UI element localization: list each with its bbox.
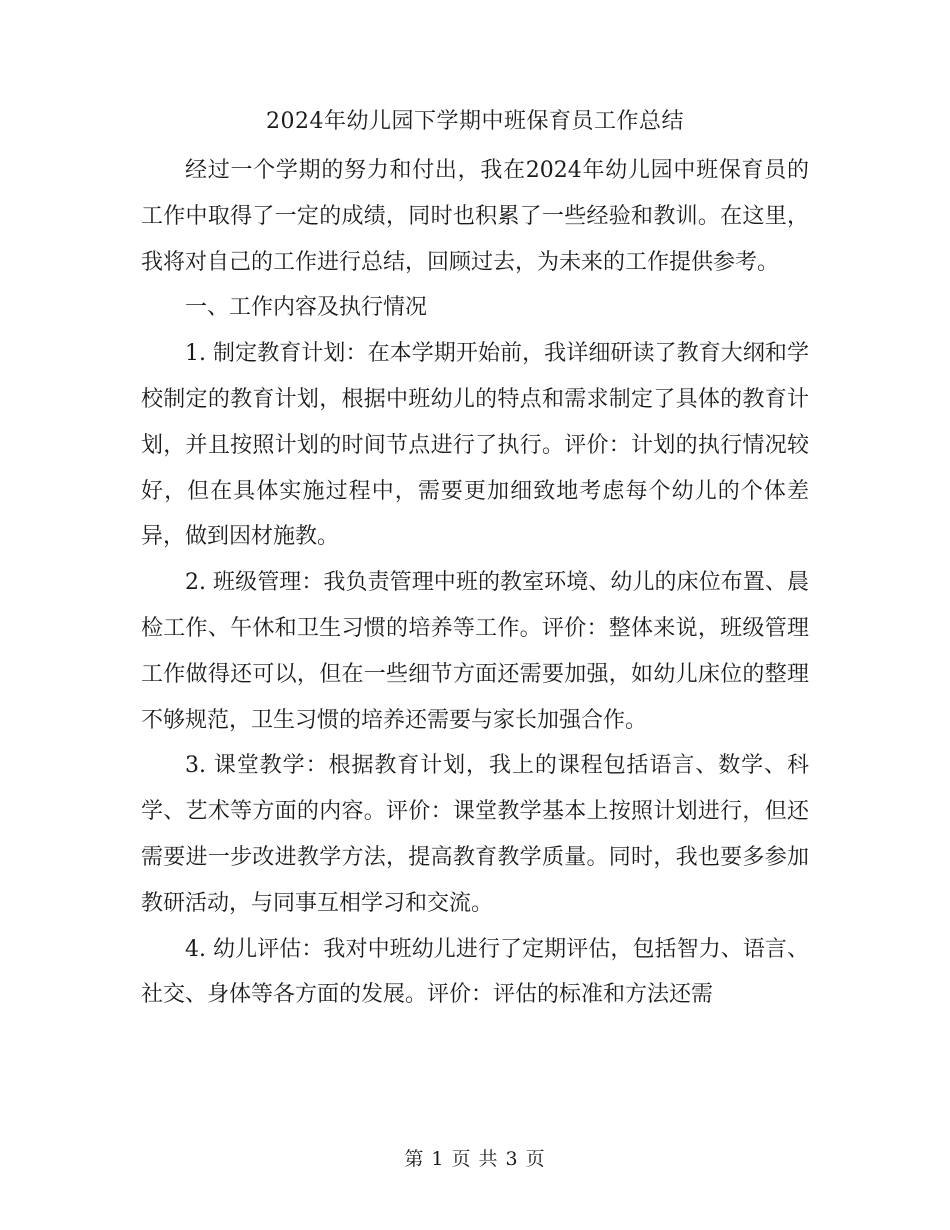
paragraph-item-4: 4. 幼儿评估：我对中班幼儿进行了定期评估，包括智力、语言、社交、身体等各方面的发展。评价：评估的标准和方法还需 [141,936,809,1008]
paragraph-item-3: 3. 课堂教学：根据教育计划，我上的课程包括语言、数学、科学、艺术等方面的内容。评价：课堂教学基本上按照计划进行，但还需要进一步改进教学方法，提高教育教学质量。同时，我也要多参加教研活动，与同事互相学习和交流。 [141,753,809,916]
document-title: 2024年幼儿园下学期中班保育员工作总结 [266,109,684,134]
section-heading-work-content: 一、工作内容及执行情况 [185,295,428,321]
paragraph-item-2: 2. 班级管理：我负责管理中班的教室环境、幼儿的床位布置、晨检工作、午休和卫生习惯的培养等工作。评价：整体来说，班级管理工作做得还可以，但在一些细节方面还需要加强，如幼儿床位的整理不够规范，卫生习惯的培养还需要与家长加强合作。 [141,570,809,733]
document-body [141,148,809,1018]
page-number-footer: 第 1 页 共 3 页 [404,1148,546,1170]
paragraph-item-1: 1. 制定教育计划：在本学期开始前，我详细研读了教育大纲和学校制定的教育计划，根据中班幼儿的特点和需求制定了具体的教育计划，并且按照计划的时间节点进行了执行。评价：计划的执行情况较好，但在具体实施过程中，需要更加细致地考虑每个幼儿的个体差异，做到因材施教。 [141,341,809,550]
paragraph-intro: 经过一个学期的努力和付出，我在2024年幼儿园中班保育员的工作中取得了一定的成绩，同时也积累了一些经验和教训。在这里，我将对自己的工作进行总结，回顾过去，为未来的工作提供参考。 [141,158,809,275]
